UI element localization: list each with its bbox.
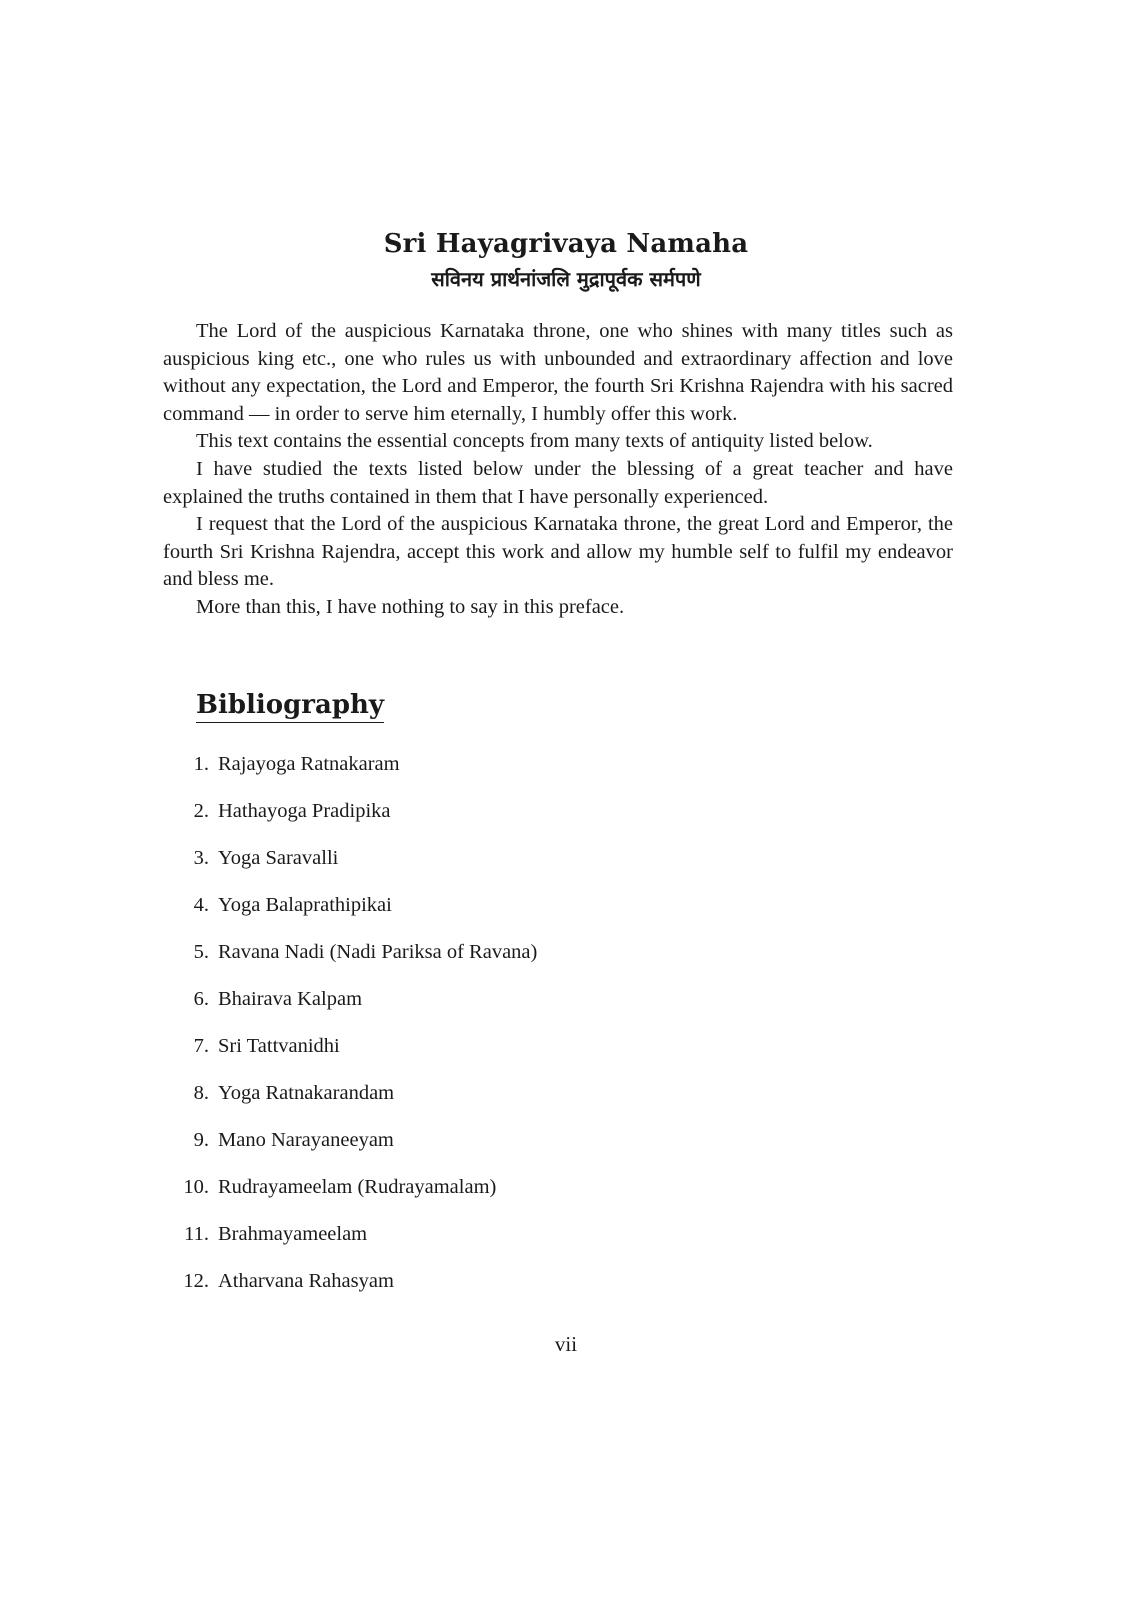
bibliography-item bbox=[163, 1128, 537, 1175]
bibliography-item bbox=[163, 799, 537, 846]
preface-paragraph: I request that the Lord of the auspicious Karnataka throne, the great Lord and Emperor, the fourth Sri Krishna Rajendra, accept this work and allow my humble self to fulfil my endeavor and bless me. bbox=[163, 513, 953, 591]
item-title: Rudrayameelam (Rudrayamalam) bbox=[218, 1176, 497, 1198]
preface-paragraph: More than this, I have nothing to say in this preface. bbox=[196, 595, 625, 618]
item-number: 2. bbox=[193, 800, 209, 822]
item-number: 11. bbox=[184, 1223, 209, 1245]
item-number: 12. bbox=[183, 1270, 209, 1292]
item-title: Yoga Saravalli bbox=[218, 847, 339, 869]
item-title: Bhairava Kalpam bbox=[218, 988, 363, 1010]
bibliography-item bbox=[163, 752, 537, 799]
item-title: Hathayoga Pradipika bbox=[218, 800, 391, 822]
bibliography-item bbox=[163, 893, 537, 940]
sanskrit-subtitle: सविनय प्रार्थनांजलि मुद्रापूर्वक सर्मपणे bbox=[431, 267, 701, 291]
item-title: Brahmayameelam bbox=[218, 1223, 368, 1245]
bibliography-item bbox=[163, 987, 537, 1034]
bibliography-item bbox=[163, 1034, 537, 1081]
item-title: Atharvana Rahasyam bbox=[218, 1270, 394, 1292]
item-number: 1. bbox=[193, 753, 209, 775]
page-number: vii bbox=[554, 1332, 578, 1356]
item-title: Mano Narayaneeyam bbox=[218, 1129, 394, 1151]
bibliography-item bbox=[163, 1081, 537, 1128]
page-title: Sri Hayagrivaya Namaha bbox=[383, 229, 749, 259]
item-title: Sri Tattvanidhi bbox=[218, 1035, 340, 1057]
preface-paragraph: This text contains the essential concepts from many texts of antiquity listed below. bbox=[196, 430, 873, 453]
item-number: 5. bbox=[193, 941, 209, 963]
bibliography-list bbox=[163, 752, 537, 1316]
item-number: 3. bbox=[193, 847, 209, 869]
item-number: 6. bbox=[193, 988, 209, 1010]
item-title: Rajayoga Ratnakaram bbox=[218, 753, 400, 775]
item-number: 4. bbox=[193, 894, 209, 916]
bibliography-heading: Bibliography bbox=[196, 690, 384, 723]
preface-body bbox=[163, 318, 953, 622]
bibliography-item bbox=[163, 846, 537, 893]
preface-paragraph: I have studied the texts listed below under the blessing of a great teacher and have explained the truths contained in them that I have personally experienced. bbox=[163, 457, 953, 508]
preface-paragraph: The Lord of the auspicious Karnataka throne, one who shines with many titles such as auspicious king etc., one who rules us with unbounded and extraordinary affection and love without any expectation, the Lord and Emperor, the fourth Sri Krishna Rajendra with his sacred command — in order to serve him eternally, I humbly offer this work. bbox=[163, 320, 953, 425]
item-number: 9. bbox=[193, 1129, 209, 1151]
item-title: Yoga Balaprathipikai bbox=[218, 894, 392, 916]
bibliography-item bbox=[163, 1222, 537, 1269]
bibliography-item bbox=[163, 1269, 537, 1316]
item-number: 10. bbox=[183, 1176, 209, 1198]
item-title: Ravana Nadi (Nadi Pariksa of Ravana) bbox=[218, 941, 538, 963]
bibliography-item bbox=[163, 940, 537, 987]
item-number: 7. bbox=[193, 1035, 209, 1057]
item-number: 8. bbox=[193, 1082, 209, 1104]
item-title: Yoga Ratnakarandam bbox=[218, 1082, 395, 1104]
bibliography-item bbox=[163, 1175, 537, 1222]
